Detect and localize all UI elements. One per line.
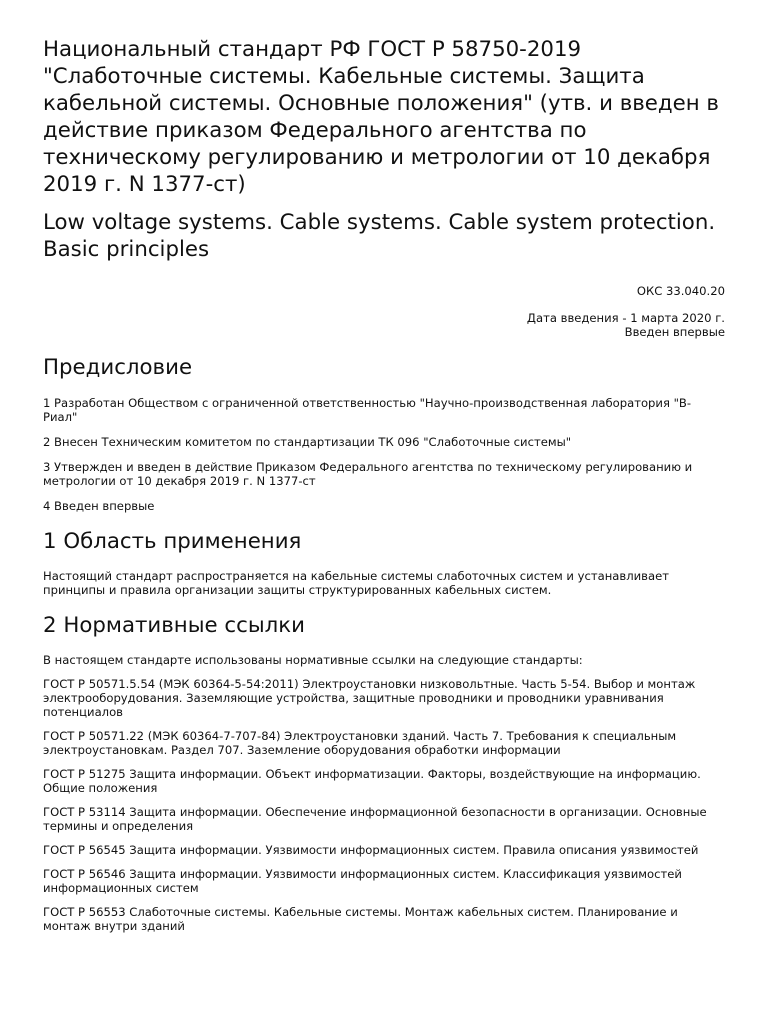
document-title-english: Low voltage systems. Cable systems. Cable system protection. Basic principles: [43, 210, 716, 262]
preface-item: 2 Внесен Техническим комитетом по стандартизации ТК 096 "Слаботочные системы": [43, 435, 572, 449]
scope-heading: 1 Область применения: [43, 529, 302, 554]
reference-item: ГОСТ Р 50571.5.54 (МЭК 60364-5-54:2011) Электроустановки низковольтные. Часть 5-54. Выбор и монтаж электрооборудования. Заземляющие устройства, защитные проводники и проводники уравнивания потенциалов: [43, 677, 696, 719]
references-intro: В настоящем стандарте использованы нормативные ссылки на следующие стандарты:: [43, 653, 583, 667]
preface-item: 1 Разработан Обществом с ограниченной ответственностью "Научно-производственная лаборатория "В-Риал": [43, 396, 692, 424]
preface-item: 4 Введен впервые: [43, 499, 155, 513]
introduced-first-note: Введен впервые: [624, 325, 725, 339]
references-heading: 2 Нормативные ссылки: [43, 613, 305, 638]
reference-item: ГОСТ Р 56546 Защита информации. Уязвимости информационных систем. Классификация уязвимостей информационных систем: [43, 867, 682, 895]
reference-item: ГОСТ Р 56545 Защита информации. Уязвимости информационных систем. Правила описания уязвимостей: [43, 843, 699, 857]
introduction-date: Дата введения - 1 марта 2020 г.: [526, 311, 725, 325]
scope-section: [43, 569, 725, 597]
document-title: Национальный стандарт РФ ГОСТ Р 58750-2019 "Слаботочные системы. Кабельные системы. Защита кабельной системы. Основные положения" (утв. и введен в действие приказом Федерального агентства по техническому регулированию и метрологии от 10 декабря 2019 г. N 1377-ст): [43, 37, 719, 197]
references-section: [43, 653, 725, 933]
reference-item: ГОСТ Р 56553 Слаботочные системы. Кабельные системы. Монтаж кабельных систем. Планирование и монтаж внутри зданий: [43, 905, 678, 933]
preface-item: 3 Утвержден и введен в действие Приказом Федерального агентства по техническому регулированию и метрологии от 10 декабря 2019 г. N 1377-ст: [43, 460, 693, 488]
reference-item: ГОСТ Р 53114 Защита информации. Обеспечение информационной безопасности в организации. Основные термины и определения: [43, 805, 707, 833]
reference-item: ГОСТ Р 50571.22 (МЭК 60364-7-707-84) Электроустановки зданий. Часть 7. Требования к специальным электроустановкам. Раздел 707. Заземление оборудования обработки информации: [43, 729, 677, 757]
preface-heading: Предисловие: [43, 355, 193, 380]
preface-section: [43, 396, 725, 513]
scope-text: Настоящий стандарт распространяется на кабельные системы слаботочных систем и устанавливает принципы и правила организации защиты структурированных кабельных систем.: [43, 569, 669, 597]
reference-item: ГОСТ Р 51275 Защита информации. Объект информатизации. Факторы, воздействующие на информацию. Общие положения: [43, 767, 701, 795]
oks-code: ОКС 33.040.20: [636, 284, 725, 298]
